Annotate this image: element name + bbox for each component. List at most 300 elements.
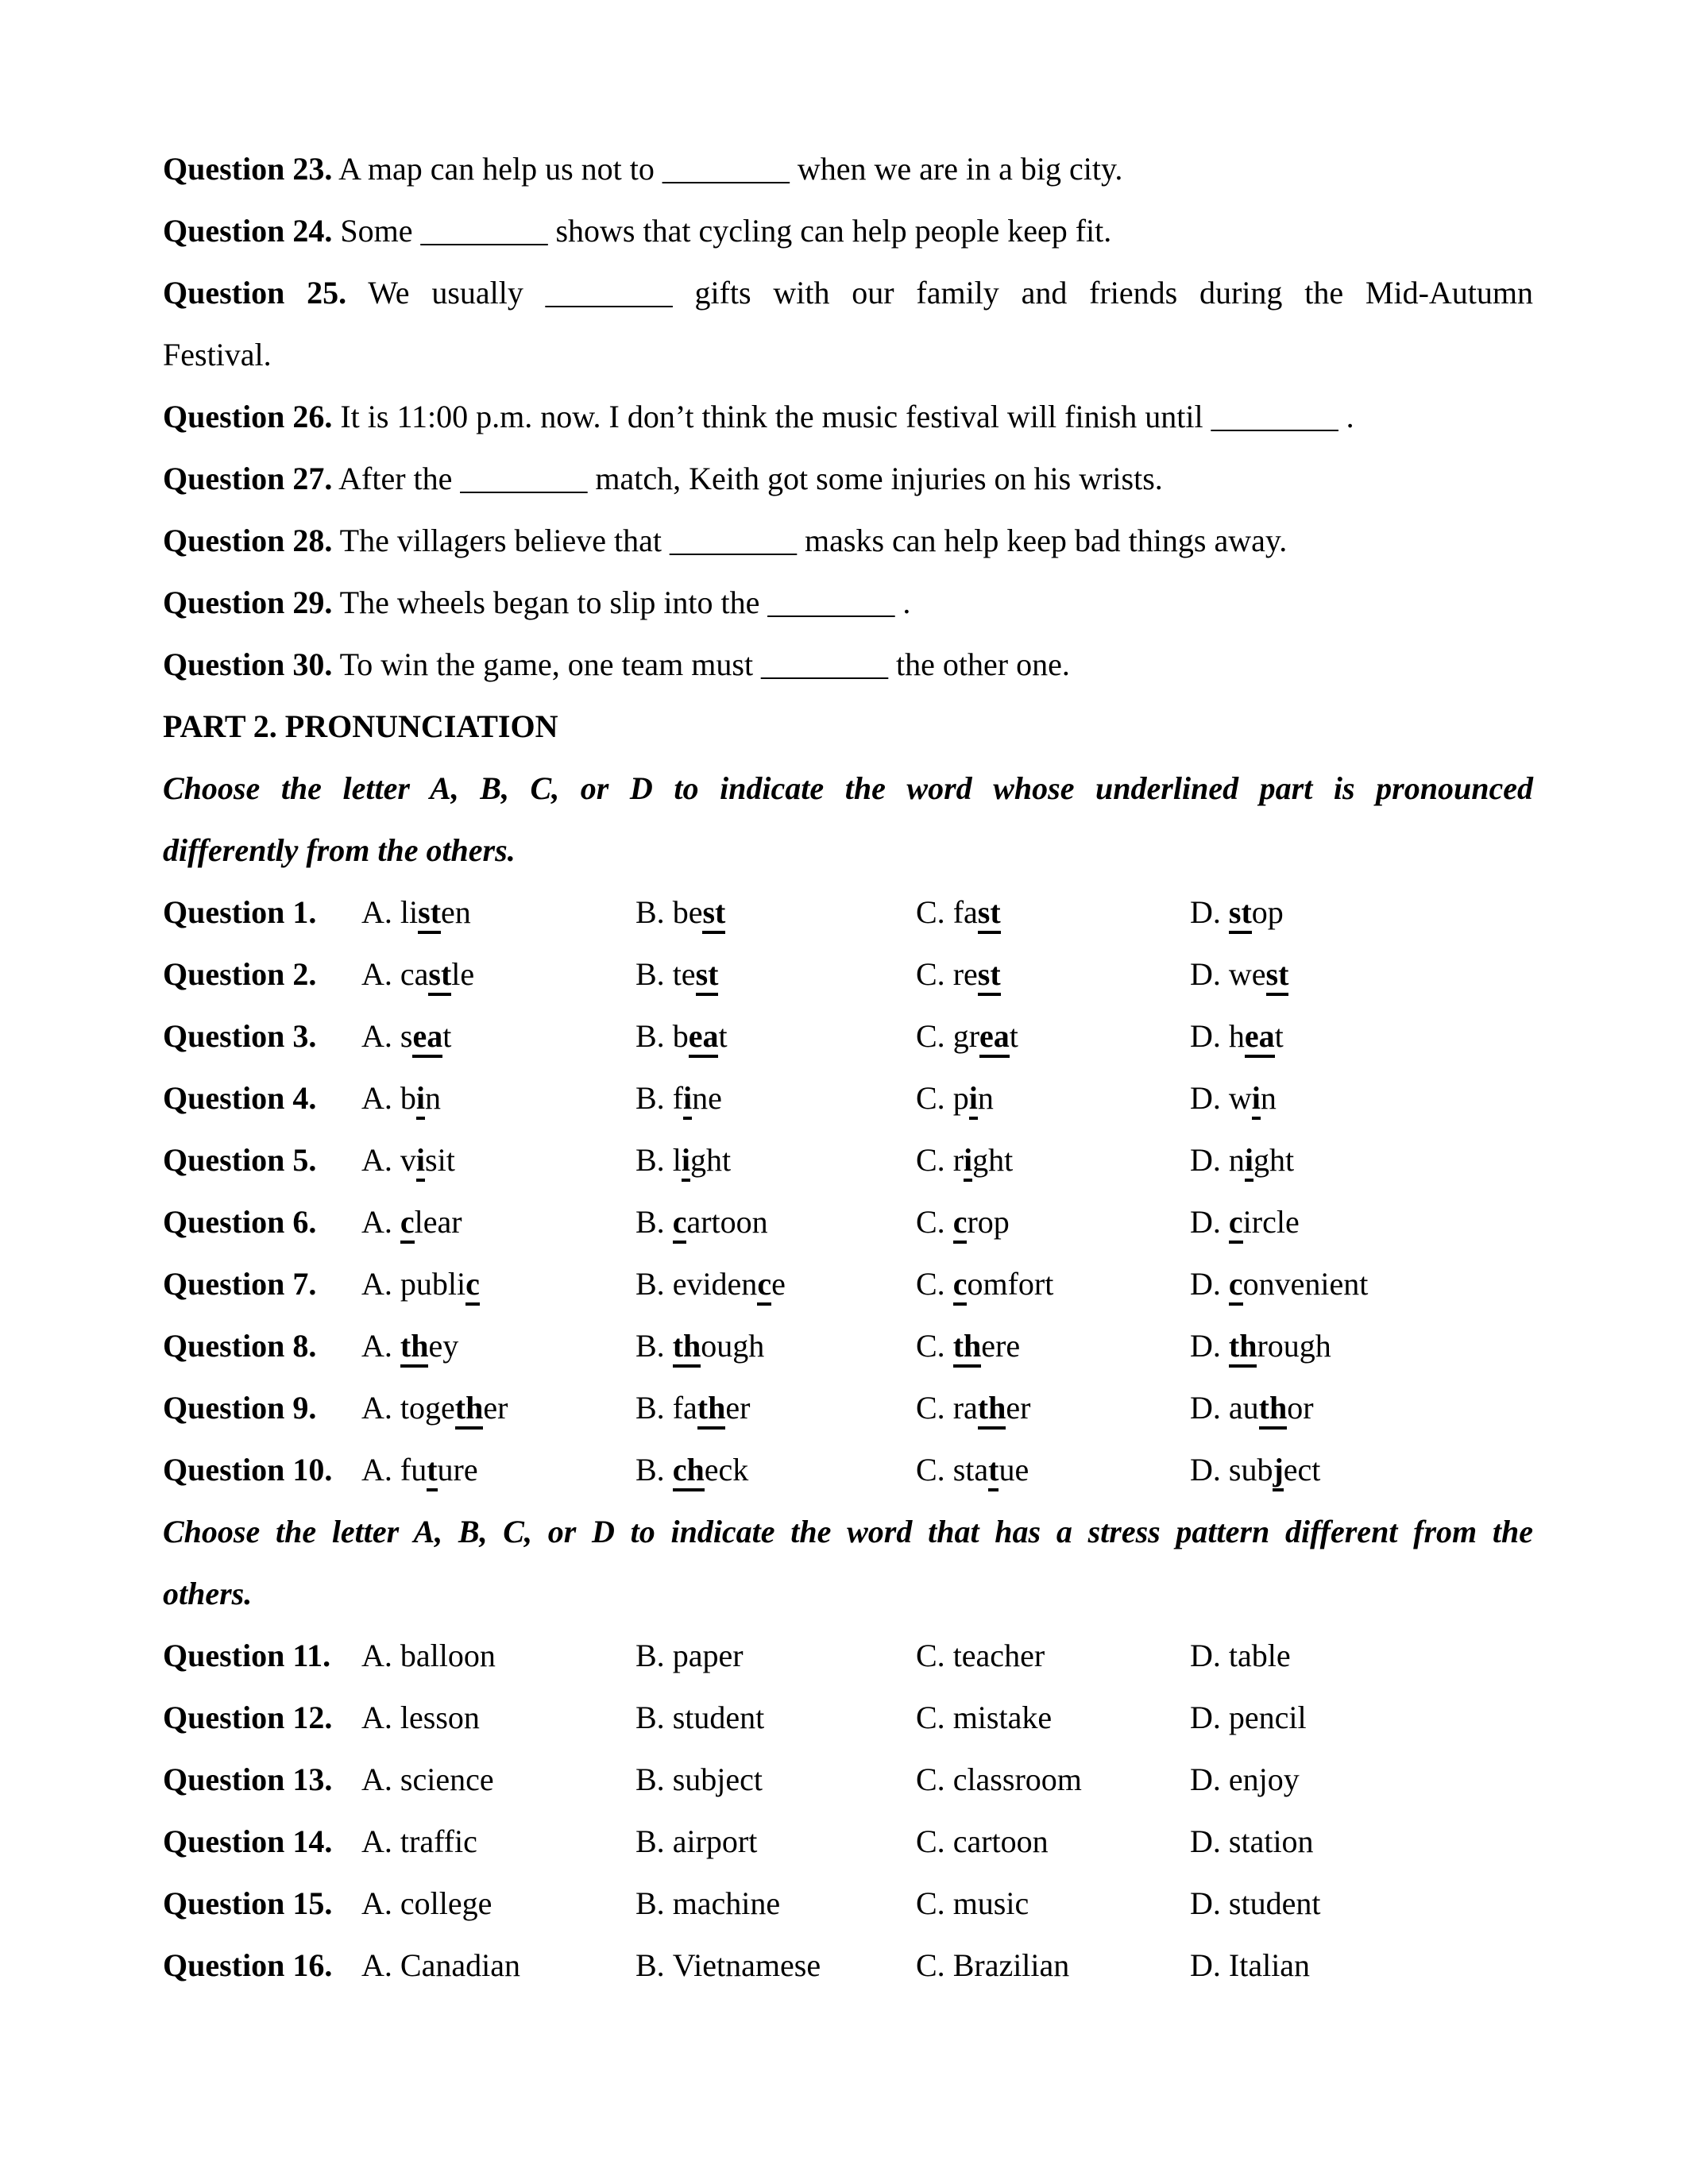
option-word-pre: r [952, 1142, 964, 1178]
option-letter: A. [361, 1390, 392, 1426]
option-letter: B. [635, 1390, 665, 1426]
option-letter: A. [361, 1638, 392, 1673]
option-word-pre: music [952, 1885, 1029, 1921]
pronunciation-section [163, 882, 1533, 1501]
option-letter: C. [916, 1947, 945, 1983]
option-word-pre: h [1228, 1018, 1245, 1054]
option-word-pre: Brazilian [952, 1947, 1070, 1983]
option-word-pre: te [672, 956, 696, 992]
underlined-letters: ch [673, 1452, 705, 1491]
question-label: Question 8. [163, 1328, 317, 1364]
option-word-post: ect [1283, 1452, 1321, 1488]
option-letter: D. [1190, 1638, 1221, 1673]
question-row [163, 1749, 1533, 1811]
option-d [1190, 1873, 1533, 1935]
option-letter: C. [916, 956, 945, 992]
option-word-pre: l [672, 1142, 682, 1178]
option-word-post: ght [1253, 1142, 1295, 1178]
question-label: Question 24. [163, 213, 333, 249]
option-letter: C. [916, 1204, 945, 1240]
option-c [916, 1811, 1190, 1873]
pronunciation-instruction-line1: Choose the letter A, B, C, or D to indicate the word whose underlined part is pronounced [163, 770, 1533, 806]
question-label: Question 1. [163, 894, 317, 930]
option-letter: D. [1190, 1452, 1221, 1488]
underlined-letters: i [969, 1080, 978, 1120]
option-word-post: n [1260, 1080, 1277, 1116]
question-label: Question 10. [163, 1452, 333, 1488]
option-word-pre: Vietnamese [672, 1947, 821, 1983]
option-word-pre: sta [952, 1452, 989, 1488]
option-letter: A. [361, 1266, 392, 1302]
option-word-pre: airport [672, 1823, 758, 1859]
option-letter: A. [361, 1700, 392, 1735]
underlined-letters: ea [412, 1018, 442, 1058]
option-letter: B. [635, 1204, 665, 1240]
option-b [635, 1935, 916, 1997]
stress-section [163, 1625, 1533, 1997]
option-letter: B. [635, 894, 665, 930]
option-word-post: ght [972, 1142, 1014, 1178]
option-word-pre: Italian [1228, 1947, 1311, 1983]
option-letter: C. [916, 1080, 945, 1116]
option-c [916, 1129, 1190, 1191]
underlined-letters: c [673, 1204, 687, 1244]
underlined-letters: ea [979, 1018, 1010, 1058]
underlined-letters: c [400, 1204, 415, 1244]
option-letter: A. [361, 1452, 392, 1488]
option-letter: A. [361, 1885, 392, 1921]
option-word-pre: au [1228, 1390, 1259, 1426]
option-word-pre: b [400, 1080, 416, 1116]
question-text: A map can help us not to ________ when we are in a big city. [338, 151, 1123, 187]
underlined-letters: t [988, 1452, 999, 1491]
underlined-letters: t [427, 1452, 437, 1491]
option-letter: C. [916, 1018, 945, 1054]
option-a [361, 1687, 635, 1749]
question-row [163, 1873, 1533, 1935]
option-word-post: eck [704, 1452, 749, 1488]
option-word-pre: paper [672, 1638, 744, 1673]
question-row [163, 1129, 1533, 1191]
option-b [635, 1067, 916, 1129]
option-letter: B. [635, 1823, 665, 1859]
question-text: Some ________ shows that cycling can help people keep fit. [340, 213, 1112, 249]
option-letter: D. [1190, 1885, 1221, 1921]
option-word-pre: eviden [672, 1266, 758, 1302]
underlined-letters: ea [1245, 1018, 1275, 1058]
option-word-post: t [442, 1018, 452, 1054]
option-c [916, 1005, 1190, 1067]
option-word-pre: machine [672, 1885, 781, 1921]
option-letter: B. [635, 1018, 665, 1054]
option-word-pre: student [1228, 1885, 1321, 1921]
question-label: Question 26. [163, 399, 333, 434]
option-b [635, 1191, 916, 1253]
option-letter: B. [635, 1142, 665, 1178]
option-word-post: t [1009, 1018, 1018, 1054]
option-d [1190, 882, 1533, 943]
option-c [916, 1067, 1190, 1129]
option-a [361, 1005, 635, 1067]
option-word-pre: pencil [1228, 1700, 1307, 1735]
option-word-pre: balloon [400, 1638, 496, 1673]
option-d [1190, 1067, 1533, 1129]
option-word-post: sit [425, 1142, 455, 1178]
option-word-pre: f [672, 1080, 684, 1116]
question-label: Question 2. [163, 956, 317, 992]
option-letter: D. [1190, 1761, 1221, 1797]
option-word-post: t [1274, 1018, 1284, 1054]
option-word-post: artoon [686, 1204, 768, 1240]
option-letter: B. [635, 1328, 665, 1364]
option-letter: C. [916, 1328, 945, 1364]
option-c [916, 943, 1190, 1005]
question-label: Question 23. [163, 151, 333, 187]
option-letter: D. [1190, 894, 1221, 930]
option-c [916, 1625, 1190, 1687]
option-letter: B. [635, 1947, 665, 1983]
question-text: The villagers believe that ________ masks can help keep bad things away. [339, 523, 1288, 558]
option-word-post: er [725, 1390, 751, 1426]
option-word-pre: re [952, 956, 978, 992]
question-row [163, 1439, 1533, 1501]
option-b [635, 943, 916, 1005]
fill-in-question-row [163, 510, 1533, 572]
question-label: Question 14. [163, 1823, 333, 1859]
question-row [163, 1067, 1533, 1129]
stress-instruction-line2: others. [163, 1576, 253, 1611]
option-word-post: ere [981, 1328, 1021, 1364]
underlined-letters: th [1259, 1390, 1288, 1430]
question-label: Question 6. [163, 1204, 317, 1240]
option-word-post: ey [428, 1328, 459, 1364]
option-a [361, 1377, 635, 1439]
option-word-pre: cartoon [952, 1823, 1049, 1859]
option-letter: A. [361, 1947, 392, 1983]
underlined-letters: st [418, 894, 441, 934]
option-word-pre: b [672, 1018, 689, 1054]
option-letter: D. [1190, 1142, 1221, 1178]
stress-instruction [163, 1501, 1533, 1625]
option-c [916, 1315, 1190, 1377]
question-text: It is 11:00 p.m. now. I don’t think the music festival will finish until ________ . [340, 399, 1354, 434]
part2-heading: PART 2. PRONUNCIATION [163, 708, 558, 744]
underlined-letters: i [1245, 1142, 1253, 1182]
option-d [1190, 1315, 1533, 1377]
option-a [361, 1253, 635, 1315]
option-word-pre: n [1228, 1142, 1245, 1178]
question-row [163, 1625, 1533, 1687]
underlined-letters: st [702, 894, 725, 934]
option-word-pre: gr [952, 1018, 980, 1054]
option-b [635, 1253, 916, 1315]
option-letter: D. [1190, 1390, 1221, 1426]
underlined-letters: c [1229, 1266, 1243, 1306]
option-word-post: le [451, 956, 475, 992]
stress-instruction-line1: Choose the letter A, B, C, or D to indicate the word that has a stress pattern different from the [163, 1514, 1533, 1549]
option-word-post: n [977, 1080, 994, 1116]
option-word-post: omfort [967, 1266, 1054, 1302]
option-c [916, 1377, 1190, 1439]
option-letter: C. [916, 1452, 945, 1488]
option-letter: D. [1190, 1947, 1221, 1983]
underlined-letters: i [416, 1142, 425, 1182]
option-d [1190, 1811, 1533, 1873]
underlined-letters: i [682, 1142, 690, 1182]
question-row [163, 1377, 1533, 1439]
option-c [916, 1253, 1190, 1315]
option-word-post: op [1251, 894, 1284, 930]
question-row [163, 943, 1533, 1005]
option-c [916, 1935, 1190, 1997]
question-label: Question 28. [163, 523, 333, 558]
option-word-pre: li [400, 894, 419, 930]
option-a [361, 1749, 635, 1811]
option-word-pre: ra [952, 1390, 978, 1426]
question-label: Question 11. [163, 1638, 331, 1673]
fill-in-question-row [163, 572, 1533, 634]
underlined-letters: j [1273, 1452, 1283, 1491]
option-word-pre: s [400, 1018, 413, 1054]
question-text: The wheels began to slip into the ________ . [339, 585, 911, 620]
option-a [361, 1873, 635, 1935]
underlined-letters: c [1229, 1204, 1243, 1244]
option-letter: B. [635, 1700, 665, 1735]
option-word-pre: enjoy [1228, 1761, 1300, 1797]
underlined-letters: c [757, 1266, 771, 1306]
option-word-post: er [483, 1390, 508, 1426]
option-word-pre: publi [400, 1266, 466, 1302]
option-a [361, 943, 635, 1005]
option-letter: C. [916, 1390, 945, 1426]
option-b [635, 1625, 916, 1687]
option-letter: D. [1190, 1266, 1221, 1302]
underlined-letters: th [673, 1328, 701, 1368]
option-letter: B. [635, 1885, 665, 1921]
option-word-pre: w [1228, 1080, 1252, 1116]
option-letter: C. [916, 1266, 945, 1302]
question-row [163, 1315, 1533, 1377]
question-label: Question 16. [163, 1947, 333, 1983]
option-word-post: t [718, 1018, 728, 1054]
underlined-letters: th [953, 1328, 982, 1368]
question-text: After the ________ match, Keith got some injuries on his wrists. [338, 461, 1163, 496]
question-label: Question 7. [163, 1266, 317, 1302]
option-letter: B. [635, 1266, 665, 1302]
option-a [361, 1811, 635, 1873]
option-a [361, 1191, 635, 1253]
option-d [1190, 1253, 1533, 1315]
option-word-pre: toge [400, 1390, 455, 1426]
question-row [163, 882, 1533, 943]
option-letter: D. [1190, 1018, 1221, 1054]
option-word-pre: p [952, 1080, 969, 1116]
question-text: To win the game, one team must ________ the other one. [339, 646, 1070, 682]
underlined-letters: c [953, 1266, 968, 1306]
option-word-post: rough [1257, 1328, 1331, 1364]
option-word-pre: fa [672, 1390, 697, 1426]
question-label: Question 12. [163, 1700, 333, 1735]
underlined-letters: st [696, 956, 719, 996]
fill-in-question-row [163, 634, 1533, 696]
option-letter: A. [361, 1328, 392, 1364]
question-label: Question 25. [163, 275, 347, 311]
option-b [635, 882, 916, 943]
option-c [916, 1873, 1190, 1935]
option-letter: A. [361, 1018, 392, 1054]
question-text-continuation: Festival. [163, 337, 272, 372]
option-c [916, 882, 1190, 943]
option-letter: B. [635, 956, 665, 992]
underlined-letters: i [1252, 1080, 1261, 1120]
option-b [635, 1377, 916, 1439]
option-letter: C. [916, 1885, 945, 1921]
option-letter: D. [1190, 1080, 1221, 1116]
option-letter: A. [361, 1761, 392, 1797]
option-a [361, 1625, 635, 1687]
option-letter: C. [916, 1823, 945, 1859]
option-word-pre: traffic [400, 1823, 477, 1859]
option-word-pre: college [400, 1885, 492, 1921]
option-word-pre: subject [672, 1761, 763, 1797]
pronunciation-instruction-line2: differently from the others. [163, 832, 516, 868]
option-word-post: rop [967, 1204, 1010, 1240]
option-word-pre: mistake [952, 1700, 1053, 1735]
option-d [1190, 943, 1533, 1005]
option-word-pre: teacher [952, 1638, 1045, 1673]
option-b [635, 1811, 916, 1873]
option-letter: B. [635, 1452, 665, 1488]
underlined-letters: st [428, 956, 451, 996]
question-label: Question 15. [163, 1885, 333, 1921]
option-word-pre: we [1228, 956, 1266, 992]
underlined-letters: th [697, 1390, 726, 1430]
fill-in-section [163, 138, 1533, 696]
underlined-letters: c [953, 1204, 968, 1244]
option-letter: D. [1190, 1204, 1221, 1240]
option-letter: D. [1190, 956, 1221, 992]
option-letter: C. [916, 894, 945, 930]
option-a [361, 1315, 635, 1377]
underlined-letters: st [1266, 956, 1289, 996]
option-d [1190, 1687, 1533, 1749]
option-a [361, 1129, 635, 1191]
option-b [635, 1873, 916, 1935]
underlined-letters: th [1229, 1328, 1257, 1368]
question-label: Question 5. [163, 1142, 317, 1178]
option-word-post: ght [689, 1142, 732, 1178]
option-b [635, 1129, 916, 1191]
underlined-letters: th [978, 1390, 1006, 1430]
option-d [1190, 1129, 1533, 1191]
option-d [1190, 1935, 1533, 1997]
underlined-letters: st [978, 956, 1001, 996]
option-word-pre: table [1228, 1638, 1291, 1673]
question-row [163, 1687, 1533, 1749]
underlined-letters: i [683, 1080, 692, 1120]
question-label: Question 9. [163, 1390, 317, 1426]
question-row [163, 1005, 1533, 1067]
option-c [916, 1191, 1190, 1253]
option-word-pre: fa [952, 894, 978, 930]
option-a [361, 1067, 635, 1129]
question-label: Question 4. [163, 1080, 317, 1116]
pronunciation-instruction [163, 758, 1533, 882]
option-letter: C. [916, 1700, 945, 1735]
option-letter: B. [635, 1638, 665, 1673]
underlined-letters: th [400, 1328, 429, 1368]
question-row [163, 1191, 1533, 1253]
underlined-letters: st [1229, 894, 1252, 934]
underlined-letters: st [978, 894, 1001, 934]
option-word-pre: fu [400, 1452, 427, 1488]
option-c [916, 1687, 1190, 1749]
question-label: Question 13. [163, 1761, 333, 1797]
option-letter: B. [635, 1080, 665, 1116]
option-b [635, 1749, 916, 1811]
question-row [163, 1935, 1533, 1997]
question-label: Question 27. [163, 461, 333, 496]
option-word-pre: student [672, 1700, 765, 1735]
option-d [1190, 1005, 1533, 1067]
option-c [916, 1439, 1190, 1501]
underlined-letters: c [465, 1266, 480, 1306]
question-label: Question 3. [163, 1018, 317, 1054]
option-letter: C. [916, 1761, 945, 1797]
option-d [1190, 1439, 1533, 1501]
option-b [635, 1005, 916, 1067]
option-word-pre: classroom [952, 1761, 1082, 1797]
option-word-post: ough [701, 1328, 765, 1364]
option-letter: A. [361, 956, 392, 992]
option-word-pre: Canadian [400, 1947, 520, 1983]
option-word-post: er [1006, 1390, 1031, 1426]
option-a [361, 882, 635, 943]
fill-in-question-row [163, 448, 1533, 510]
option-letter: A. [361, 1142, 392, 1178]
fill-in-question-row [163, 386, 1533, 448]
underlined-letters: i [416, 1080, 425, 1120]
question-label: Question 30. [163, 646, 333, 682]
option-word-post: n [425, 1080, 442, 1116]
option-word-post: ure [437, 1452, 478, 1488]
underlined-letters: i [964, 1142, 972, 1182]
option-word-pre: science [400, 1761, 494, 1797]
option-letter: B. [635, 1761, 665, 1797]
option-word-post: ue [999, 1452, 1029, 1488]
option-d [1190, 1191, 1533, 1253]
option-letter: D. [1190, 1823, 1221, 1859]
option-word-pre: lesson [400, 1700, 480, 1735]
option-d [1190, 1749, 1533, 1811]
fill-in-question-row [163, 200, 1533, 262]
option-letter: C. [916, 1638, 945, 1673]
question-label: Question 29. [163, 585, 333, 620]
fill-in-question-row [163, 138, 1533, 200]
option-word-pre: ca [400, 956, 429, 992]
option-letter: A. [361, 1823, 392, 1859]
option-a [361, 1935, 635, 1997]
option-word-pre: station [1228, 1823, 1314, 1859]
option-letter: A. [361, 894, 392, 930]
option-d [1190, 1625, 1533, 1687]
option-word-pre: v [400, 1142, 416, 1178]
option-letter: D. [1190, 1328, 1221, 1364]
option-a [361, 1439, 635, 1501]
option-word-pre: be [672, 894, 703, 930]
option-word-post: lear [414, 1204, 462, 1240]
option-word-post: e [771, 1266, 786, 1302]
